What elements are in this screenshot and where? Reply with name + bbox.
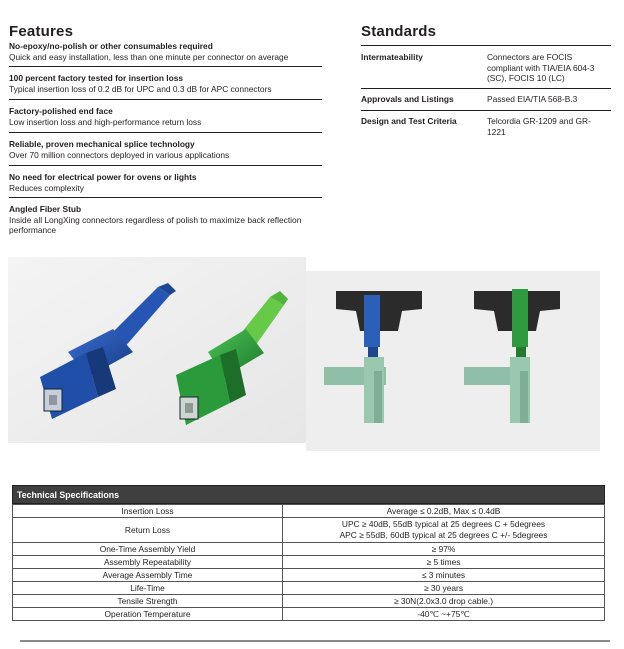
table-row [13,543,605,556]
feature-desc: Low insertion loss and high-performance return loss [9,116,202,127]
standard-label: Design and Test Criteria [361,116,457,126]
feature-title: No need for electrical power for ovens or lights [9,172,197,182]
divider [9,132,322,133]
footer-divider [20,640,610,642]
spec-value-line: APC ≥ 55dB, 60dB typical at 25 degrees C +/- 5degrees [339,530,548,540]
feature-title: Reliable, proven mechanical splice technology [9,139,195,149]
feature-desc: Over 70 million connectors deployed in various applications [9,149,230,160]
spec-param: Operation Temperature [13,608,283,621]
feature-item [9,41,322,62]
standard-label: Approvals and Listings [361,94,454,104]
spec-value [283,518,605,543]
feature-desc: Typical insertion loss of 0.2 dB for UPC and 0.3 dB for APC connectors [9,83,272,94]
feature-desc: Quick and easy installation, less than one minute per connector on average [9,51,289,62]
standards-heading: Standards [361,23,437,40]
spec-value: ≥ 30N(2.0x3.0 drop cable.) [283,595,605,608]
spec-param: Life-Time [13,582,283,595]
feature-title: No-epoxy/no-polish or other consumables required [9,41,213,51]
standard-value: Passed EIA/TIA 568-B.3 [487,94,578,104]
features-heading: Features [9,23,74,40]
table-row [13,569,605,582]
feature-title: Angled Fiber Stub [9,204,82,214]
table-row [13,505,605,518]
divider [9,66,322,67]
spec-value-line: UPC ≥ 40dB, 55dB typical at 25 degrees C + 5degrees [341,519,546,529]
feature-item [9,106,322,127]
spec-param: Return Loss [13,518,283,543]
feature-title: Factory-polished end face [9,106,113,116]
assembly-tool-photo [306,271,600,451]
standard-value: Telcordia GR-1209 and GR-1221 [487,116,591,137]
spec-value: ≥ 5 times [283,556,605,569]
divider [361,110,611,111]
feature-item [9,204,322,236]
table-row [13,556,605,569]
table-row [13,595,605,608]
spec-value: -40℃ ~+75℃ [283,608,605,621]
feature-item [9,139,322,160]
spec-param: Tensile Strength [13,595,283,608]
spec-param: One-Time Assembly Yield [13,543,283,556]
standard-label: Intermateability [361,52,423,62]
spec-value: ≤ 3 minutes [283,569,605,582]
connectors-photo [8,257,306,443]
standard-value: Connectors are FOCIS compliant with TIA/EIA 604-3 (SC), FOCIS 10 (LC) [487,52,595,83]
table-row [13,582,605,595]
feature-item [9,172,322,193]
spec-param: Insertion Loss [13,505,283,518]
feature-desc: Inside all LongXing connectors regardless of polish to maximize back reflection performance [9,214,302,235]
feature-desc: Reduces complexity [9,182,84,193]
table-row [13,608,605,621]
divider [9,165,322,166]
divider [9,99,322,100]
spec-value: ≥ 30 years [283,582,605,595]
spec-value: Average ≤ 0.2dB, Max ≤ 0.4dB [283,505,605,518]
divider [361,45,611,46]
tech-specs-title: Technical Specifications [12,485,605,504]
spec-param: Assembly Repeatability [13,556,283,569]
divider [361,88,611,89]
feature-item [9,73,322,94]
feature-title: 100 percent factory tested for insertion loss [9,73,184,83]
table-row [13,518,605,543]
tech-specs-table [12,485,605,621]
divider [9,197,322,198]
spec-value: ≥ 97% [283,543,605,556]
spec-param: Average Assembly Time [13,569,283,582]
